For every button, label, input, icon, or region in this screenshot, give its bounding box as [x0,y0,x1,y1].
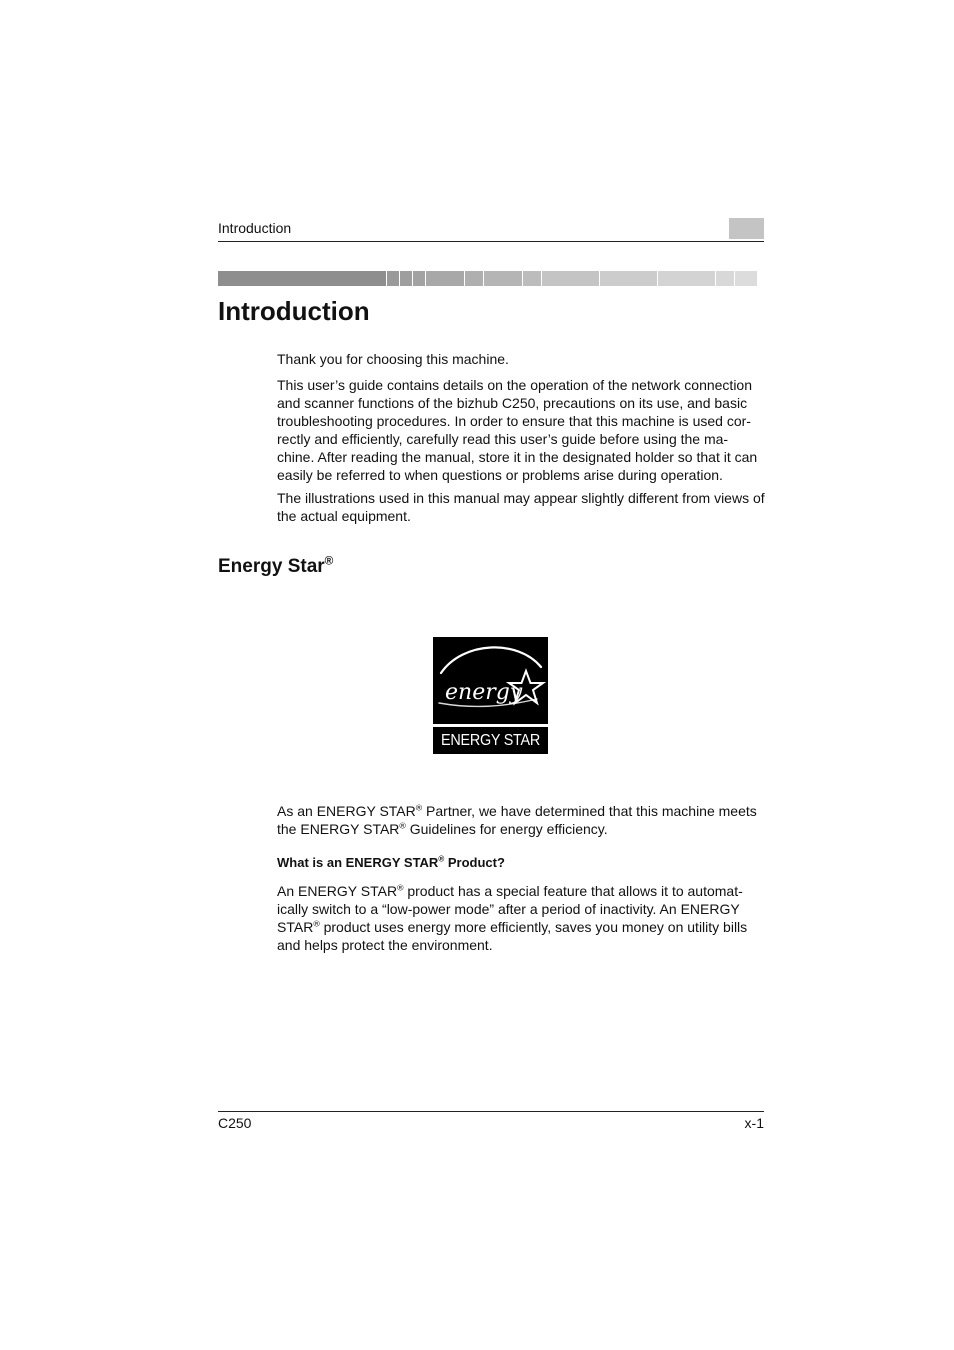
footer-page-number: x-1 [744,1115,764,1131]
bar-segment [387,271,399,286]
registered-mark: ® [324,554,334,568]
chapter-tab [729,218,764,239]
intro-paragraph: Thank you for choosing this machine. [277,351,509,367]
bar-segment [413,271,425,286]
page-title: Introduction [218,296,370,326]
running-header: Introduction [218,220,292,236]
registered-mark: ® [415,802,423,813]
bar-segment [218,271,386,286]
energy-star-logo-art [433,637,548,725]
footer-model: C250 [218,1115,252,1131]
energy-star-logo [433,637,548,754]
energy-script-text: energy [445,680,523,705]
bar-segment [600,271,657,286]
registered-mark: ® [397,882,404,893]
header-rule [218,241,764,242]
partner-paragraph: As an ENERGY STAR® Partner, we have determined that this machine meets the ENERGY STAR® Guidelines for energy efficiency. [277,802,757,837]
bar-segment [400,271,412,286]
registered-mark: ® [313,918,320,929]
footer-rule [218,1111,764,1112]
intro-paragraph: The illustrations used in this manual may appear slightly different from views of the actual equipment. [277,490,765,524]
registered-mark: ® [438,854,445,864]
energy-star-logo-text: ENERGY STAR [441,732,540,749]
bar-segment [735,271,757,286]
logo-divider [433,724,548,727]
subheading-what-is-energy-star: What is an ENERGY STAR® Product? [277,854,505,870]
bar-segment [658,271,715,286]
bar-segment [426,271,464,286]
intro-paragraph: This user’s guide contains details on the operation of the network connection and scanner functions of the bizhub C250, precautions on its use, and basic troubleshooting procedures. In order to ensure that this machine is used cor-rectly and efficiently, carefully read this user’s guide before using the ma-chine. After reading the manual, store it in the designated holder so that it can easily be referred to when questions or problems arise during operation. [277,377,758,483]
bar-segment [542,271,599,286]
bar-segment [484,271,522,286]
bar-segment [523,271,541,286]
title-decor-bar [218,271,764,286]
section-heading-energy-star: Energy Star® [218,554,334,577]
bar-segment [465,271,483,286]
bar-segment [716,271,734,286]
energy-star-description: An ENERGY STAR® product has a special feature that allows it to automat-ically switch to a “low-power mode” after a period of inactivity. An ENERGY STAR® product uses energy more efficiently, saves you money on utility bills and helps protect the environment. [277,882,748,953]
registered-mark: ® [399,820,406,831]
